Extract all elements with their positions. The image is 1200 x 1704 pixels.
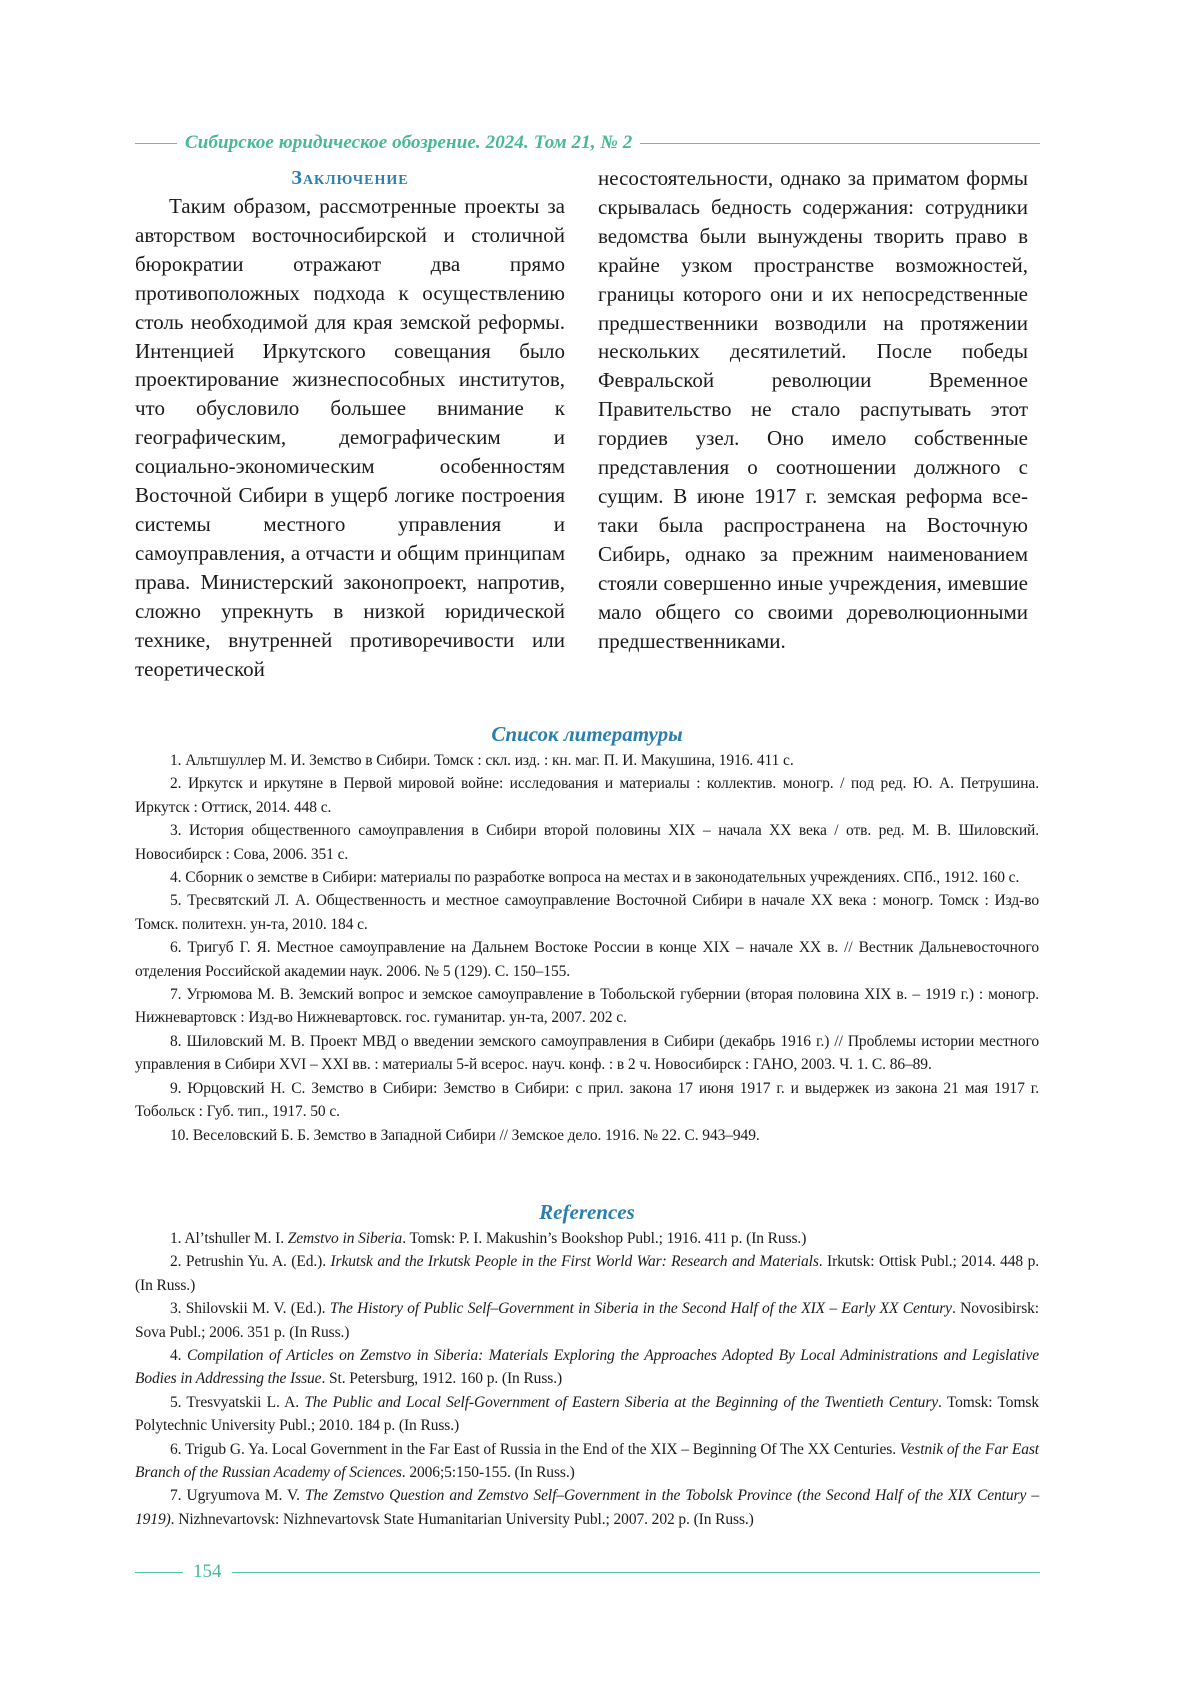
reference-work-title: The History of Public Self–Government in Siberia in the Second Half of the XIX – Early XX Century	[329, 1300, 952, 1318]
reference-author: 5. Tresvyatskii L. A.	[170, 1393, 305, 1411]
literature-item: 4. Сборник о земстве в Сибири: материалы по разработке вопроса на местах и в законодательных учреждениях. СПб., 1912. 160 с.	[170, 869, 1020, 887]
reference-author: 6. Trigub G. Ya. Local Government in the Far East of Russia in the End of the XIX – Beginning Of The XX Centuries.	[170, 1440, 900, 1458]
reference-work-title: Zemstvo in Siberia	[287, 1230, 403, 1247]
literature-list	[135, 721, 1039, 1147]
left-column	[135, 164, 565, 683]
reference-author: 4.	[170, 1347, 188, 1365]
footer-rule-right	[232, 1572, 1041, 1573]
reference-publication: . 2006;5:150-155. (In Russ.)	[401, 1464, 575, 1482]
reference-work-title: Irkutsk and the Irkutsk People in the First World War: Research and Materials	[330, 1253, 819, 1271]
reference-item	[135, 1344, 1039, 1391]
reference-item	[135, 1438, 1039, 1485]
reference-work-title: Vestnik of the Far East Branch of the Russian Academy of Sciences	[135, 1440, 1039, 1482]
right-column	[598, 164, 1028, 655]
conclusion-section	[135, 164, 1039, 684]
reference-publication: . Nizhnevartovsk: Nizhnevartovsk State Humanitarian University Publ.; 2007. 202 p. (In Russ.)	[170, 1510, 754, 1528]
header-rule-left	[135, 143, 177, 144]
literature-item: 3. История общественного самоуправления в Сибири второй половины XIX – начала XX века / отв. ред. М. В. Шиловский. Новосибирск : Сова, 2006. 351 с.	[135, 822, 1039, 863]
reference-publication: . Tomsk: P. I. Makushin’s Bookshop Publ.; 1916. 411 p. (In Russ.)	[402, 1230, 807, 1247]
journal-title: Сибирское юридическое обозрение. 2024. Том 21, № 2	[185, 132, 633, 153]
reference-author: 3. Shilovskii M. V. (Ed.).	[170, 1300, 330, 1318]
conclusion-paragraph-left: Таким образом, рассмотренные проекты за авторством восточносибирской и столичной бюрократии отражают два прямо противоположных подхода к осуществлению столь необходимой для края земской реформы. Интенцией Иркутского совещания было проектирование жизнеспособных институтов, что обусловило большее внимание к географическим, демографическим и социально-экономическим особенностям Восточной Сибири в ущерб логике построения системы местного управления и самоуправления, а отчасти и общим принципам права. Министерский законопроект, напротив, сложно упрекнуть в низкой юридической технике, внутренней противоречивости или теоретической	[135, 194, 565, 681]
reference-item	[135, 1227, 1039, 1250]
literature-item: 1. Альтшуллер М. И. Земство в Сибири. Томск : скл. изд. : кн. маг. П. И. Макушина, 1916. 411 с.	[170, 752, 794, 769]
literature-item: 5. Тресвятский Л. А. Общественность и местное самоуправление Восточной Сибири в начале XX века : моногр. Томск : Изд-во Томск. политехн. ун-та, 2010. 184 с.	[135, 892, 1039, 933]
header-rule-right	[640, 143, 1040, 144]
literature-item: 6. Тригуб Г. Я. Местное самоуправление на Дальнем Востоке России в конце XIX – начале XX в. // Вестник Дальневосточного отделения Российской академии наук. 2006. № 5 (129). С. 150–155.	[135, 939, 1039, 980]
reference-work-title: The Public and Local Self-Government of Eastern Siberia at the Beginning of the Twentieth Century	[304, 1393, 939, 1411]
reference-item	[135, 1391, 1039, 1438]
footer-rule-left	[135, 1572, 183, 1573]
reference-publication: . Irkutsk: Ottisk Publ.; 2014. 448 p. (In Russ.)	[135, 1253, 1040, 1294]
reference-item	[135, 1250, 1039, 1297]
page-number: 154	[193, 1561, 222, 1582]
reference-author: 7. Ugryumova M. V.	[170, 1487, 306, 1505]
reference-work-title: Compilation of Articles on Zemstvo in Siberia: Materials Exploring the Approaches Adopted By Local Administrations and Legislative Bodies in Addressing the Issue	[135, 1347, 1040, 1388]
reference-publication: . St. Petersburg, 1912. 160 p. (In Russ.)	[321, 1370, 563, 1388]
literature-item: 8. Шиловский М. В. Проект МВД о введении земского самоуправления в Сибири (декабрь 1916 г.) // Проблемы истории местного управления в Сибири XVI – XXI вв. : материалы 5-й всерос. науч. конф. : в 2 ч. Новосибирск : ГАНО, 2003. Ч. 1. С. 86–89.	[135, 1032, 1039, 1074]
reference-item	[135, 1484, 1039, 1531]
reference-author: 2. Petrushin Yu. A. (Ed.).	[170, 1253, 331, 1271]
literature-item: 9. Юрцовский Н. С. Земство в Сибири: Земство в Сибири: с прил. закона 17 июня 1917 г. и выдержек из закона 21 мая 1917 г. Тобольск : Губ. тип., 1917. 50 с.	[135, 1079, 1039, 1121]
reference-author: 1. Al’tshuller M. I.	[170, 1230, 288, 1247]
references-list	[135, 1199, 1039, 1531]
literature-title: Список литературы	[491, 722, 683, 746]
literature-item: 7. Угрюмова М. В. Земский вопрос и земское самоуправление в Тобольской губернии (вторая половина XIX в. – 1919 г.) : моногр. Нижневартовск : Изд-во Нижневартовск. гос. гуманитар. ун-та, 2007. 202 с.	[135, 986, 1039, 1027]
references-title: References	[539, 1200, 635, 1224]
literature-item: 2. Иркутск и иркутяне в Первой мировой войне: исследования и материалы : коллектив. моногр. / под ред. Ю. А. Петрушина. Иркутск : Оттиск, 2014. 448 с.	[135, 775, 1039, 816]
reference-publication: . Tomsk: Tomsk Polytechnic University Publ.; 2010. 184 p. (In Russ.)	[135, 1393, 1039, 1435]
reference-work-title: The Zemstvo Question and Zemstvo Self–Government in the Tobolsk Province (the Second Half of the XIX Century – 1919)	[135, 1487, 1039, 1528]
reference-publication: . Novosibirsk: Sova Publ.; 2006. 351 p. (In Russ.)	[135, 1300, 1039, 1341]
reference-item	[135, 1297, 1039, 1344]
running-header	[135, 131, 1040, 155]
page-footer	[135, 1560, 1040, 1584]
literature-item: 10. Веселовский Б. Б. Земство в Западной Сибири // Земское дело. 1916. № 22. С. 943–949.	[170, 1126, 760, 1144]
conclusion-paragraph-right: несостоятельности, однако за приматом формы скрывалась бедность содержания: сотрудники ведомства были вынуждены творить право в крайне узком пространстве возможностей, границы которого они и их непосредственные предшественники возводили на протяжении нескольких десятилетий. После победы Февральской революции Временное Правительство не стало распутывать этот гордиев узел. Оно имело собственные представления о соотношении должного с сущим. В июне 1917 г. земская реформа все-таки была распространена на Восточную Сибирь, однако за прежним наименованием стояли совершенно иные учреждения, имевшие мало общего со своими дореволюционными предшественниками.	[598, 166, 1028, 653]
conclusion-title: Заключение	[291, 167, 409, 189]
